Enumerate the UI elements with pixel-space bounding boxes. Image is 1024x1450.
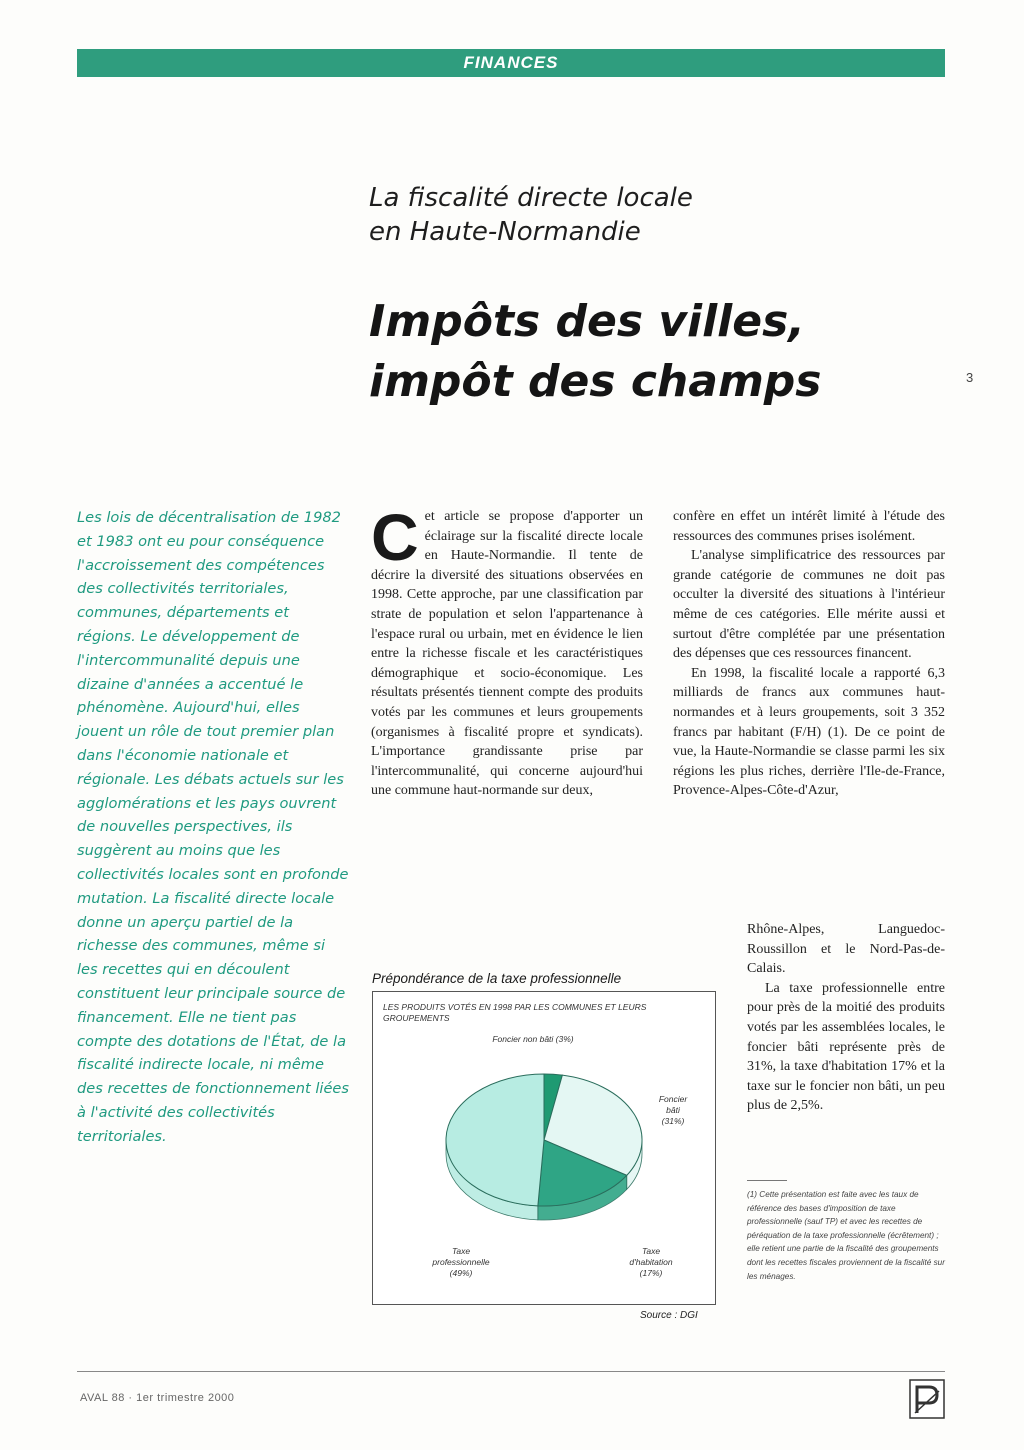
article-kicker [369, 181, 889, 249]
body-paragraph-4-cont: Rhône-Alpes, Languedoc-Roussillon et le Nord-Pas-de-Calais. [747, 922, 945, 977]
intro-paragraph: Les lois de décentralisation de 1982 et 1983 ont eu pour conséquence l'accroissement des compétences des collectivités territoriales, communes, départements et régions. Le développement de l'intercommunalité depuis une dizaine d'années a accentué le phénomène. Aujourd'hui, elles jouent un rôle de tout premier plan dans l'économie nationale et régionale. Les débats actuels sur les agglomérations et les pays ouvrent de nouvelles perspectives, ils suggèrent au moins que les collectivités locales sont en profonde mutation. La fiscalité directe locale donne un aperçu partiel de la richesse des communes, même si les recettes qui en découlent constituent leur principale source de financement. Elle ne tient pas compte des dotations de l'État, de la fiscalité indirecte locale, ni même des recettes de fonctionnement liées à l'activité des collectivités territoriales. [77, 509, 350, 1145]
page-number: 3 [966, 370, 974, 385]
pie-label-1-line-1: bâti [666, 1105, 680, 1115]
body-paragraph-5: La taxe professionnelle entre pour près de la moitié des produits votés par les assemblées locales, le foncier bâti représente près de 31%, la taxe d'habitation 17% et la taxe sur le foncier non bâti, un peu plus de 2,5%. [747, 980, 945, 1114]
publisher-logo [909, 1379, 945, 1419]
section-label: FINANCES [463, 53, 559, 72]
pie-label-0-line-0: Foncier non bâti (3%) [492, 1034, 574, 1044]
page-footer: AVAL 88 · 1er trimestre 2000 [80, 1392, 235, 1404]
pie-label-1 [659, 1094, 689, 1126]
pie-label-3-line-1: professionnelle [432, 1257, 490, 1267]
chart-source: Source : DGI [640, 1310, 698, 1321]
section-banner [77, 49, 945, 77]
pie-label-1-line-2: (31%) [661, 1116, 685, 1126]
body-paragraph-1 [371, 500, 643, 801]
body-paragraph-3: L'analyse simplificatrice des ressources par grande catégorie de communes ne doit pas occulter la diversité des situations à l'intérieur même de ces catégories. Elle mérite aussi et surtout d'être complétée par une présentation des dépenses que ces ressources financent. [673, 548, 945, 662]
footer-divider [77, 1371, 945, 1372]
chart-subtitle: LES PRODUITS VOTÉS EN 1998 PAR LES COMMUNES ET LEURS GROUPEMENTS [383, 1002, 647, 1023]
article-headline [369, 292, 929, 412]
pie-label-3 [431, 1246, 489, 1278]
kicker-line-2: en Haute-Normandie [369, 217, 641, 247]
pie-label-0 [492, 1034, 573, 1044]
body-column-3 [747, 920, 945, 1116]
footnote: (1) Cette présentation est faite avec les taux de référence des bases d'imposition de taxe professionnelle (sauf TP) et avec les recettes de péréquation de la taxe professionnelle (écrêtement) ; elle retient une partie de la fiscalité des groupements dont les recettes fiscales proviennent de la fiscalité sur les ménages. [747, 1190, 945, 1281]
pie-label-2-line-0: Taxe [641, 1246, 661, 1256]
pie-chart [373, 992, 715, 1304]
pie-label-3-line-0: Taxe [451, 1246, 471, 1256]
footnote-divider [747, 1180, 787, 1181]
pie-label-2-line-2: (17%) [639, 1268, 663, 1278]
headline-line-2: impôt des champs [369, 356, 822, 407]
pie-label-2-line-1: d'habitation [629, 1257, 673, 1267]
pie-label-2 [629, 1246, 672, 1278]
drop-cap: C [371, 500, 419, 574]
body-paragraph-4: En 1998, la fiscalité locale a rapporté 6,3 milliards de francs aux communes haut-normandes et à leurs groupements, soit 3 352 francs par habitant (F/H) (1). De ce point de vue, la Haute-Normandie se classe parmi les six régions les plus riches, derrière l'Ile-de-France, Provence-Alpes-Côte-d'Azur, [673, 665, 945, 799]
headline-line-1: Impôts des villes, [369, 296, 806, 347]
pie-label-3-line-2: (49%) [449, 1268, 473, 1278]
pie-label-1-line-0: Foncier [658, 1094, 688, 1104]
body-column-2 [673, 507, 945, 801]
chart-frame [372, 991, 716, 1305]
body-column-1 [371, 500, 643, 801]
body-paragraph-1-text: et article se propose d'apporter un éclairage sur la fiscalité directe locale en Haute-Normandie. Il tente de décrire la diversité des situations observées en 1998. Cette approche, par une classification par strate de population et selon l'appartenance à l'espace rural ou urbain, met en évidence le lien entre la richesse fiscale et les caractéristiques démographique et socio-économique. Les résultats présentés tiennent compte des produits votés par les communes et leurs groupements (organismes à fiscalité propre et syndicats). L'importance grandissante prise par l'intercommunalité, qui concerne aujourd'hui une commune haut-normande sur deux, [371, 509, 643, 799]
kicker-line-1: La fiscalité directe locale [369, 183, 693, 213]
body-paragraph-2: confère en effet un intérêt limité à l'étude des ressources des communes prises isolément. [673, 509, 945, 544]
chart-title: Prépondérance de la taxe professionnelle [372, 971, 622, 986]
